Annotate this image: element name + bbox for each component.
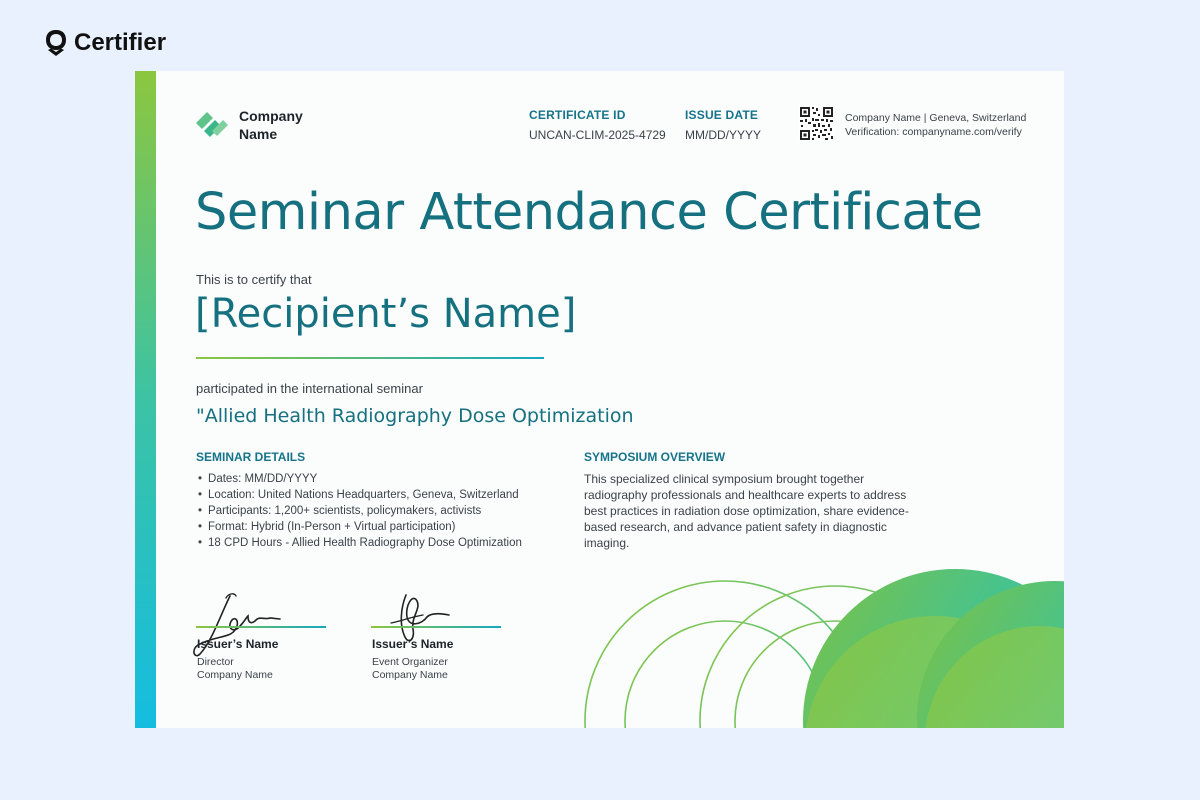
detail-item: • Location: United Nations Headquarters, Geneva, Switzerland [196,487,522,503]
signature-1-name: Issuer’s Name [197,637,279,651]
brand-name: Certifier [74,29,167,56]
detail-item: • 18 CPD Hours - Allied Health Radiography Dose Optimization [196,535,522,551]
certifier-logo-icon [44,28,68,58]
certificate-card [135,71,1064,728]
symposium-overview-heading: SYMPOSIUM OVERVIEW [584,450,726,464]
signature-2-role: Event Organizer Company Name [372,656,448,681]
issue-date-label: ISSUE DATE [685,108,759,122]
recipient-name: [Recipient’s Name] [195,291,577,337]
certify-intro: This is to certify that [196,272,312,287]
detail-item: • Participants: 1,200+ scientists, policymakers, activists [196,503,522,519]
issue-date-value: MM/DD/YYYY [685,128,762,142]
signature-1-line [196,626,326,628]
issuer-location: Company Name | Geneva, Switzerland [845,112,1027,124]
company-logo-icon [193,109,231,141]
signature-2-name: Issuer’s Name [372,637,454,651]
company-logo [193,107,319,143]
verification-info [845,111,1026,139]
qr-code-icon[interactable] [799,106,834,141]
certificate-title: Seminar Attendance Certificate [195,183,983,242]
symposium-overview-text: This specialized clinical symposium brought together radiography professionals and healthcare experts to address best practices in radiation dose optimization, share evidence-based research, and advance patient safety in diagnostic imaging. [584,472,909,550]
detail-item: • Format: Hybrid (In-Person + Virtual participation) [196,519,522,535]
signature-1-role: Director Company Name [197,656,273,681]
certificate-id-label: CERTIFICATE ID [529,108,626,122]
signature-2-line [371,626,501,628]
participation-text: participated in the international seminar [196,381,423,396]
seminar-details-heading: SEMINAR DETAILS [196,450,306,464]
detail-item: • Dates: MM/DD/YYYY [196,471,522,487]
brand-logo[interactable] [44,28,166,58]
verification-link[interactable]: Verification: companyname.com/verify [845,126,1022,138]
certificate-id-value: UNCAN-CLIM-2025-4729 [529,128,666,142]
company-name: Company Name [239,108,303,142]
recipient-underline [196,357,544,359]
seminar-title: "Allied Health Radiography Dose Optimization [196,405,634,427]
seminar-details-list [196,471,522,551]
